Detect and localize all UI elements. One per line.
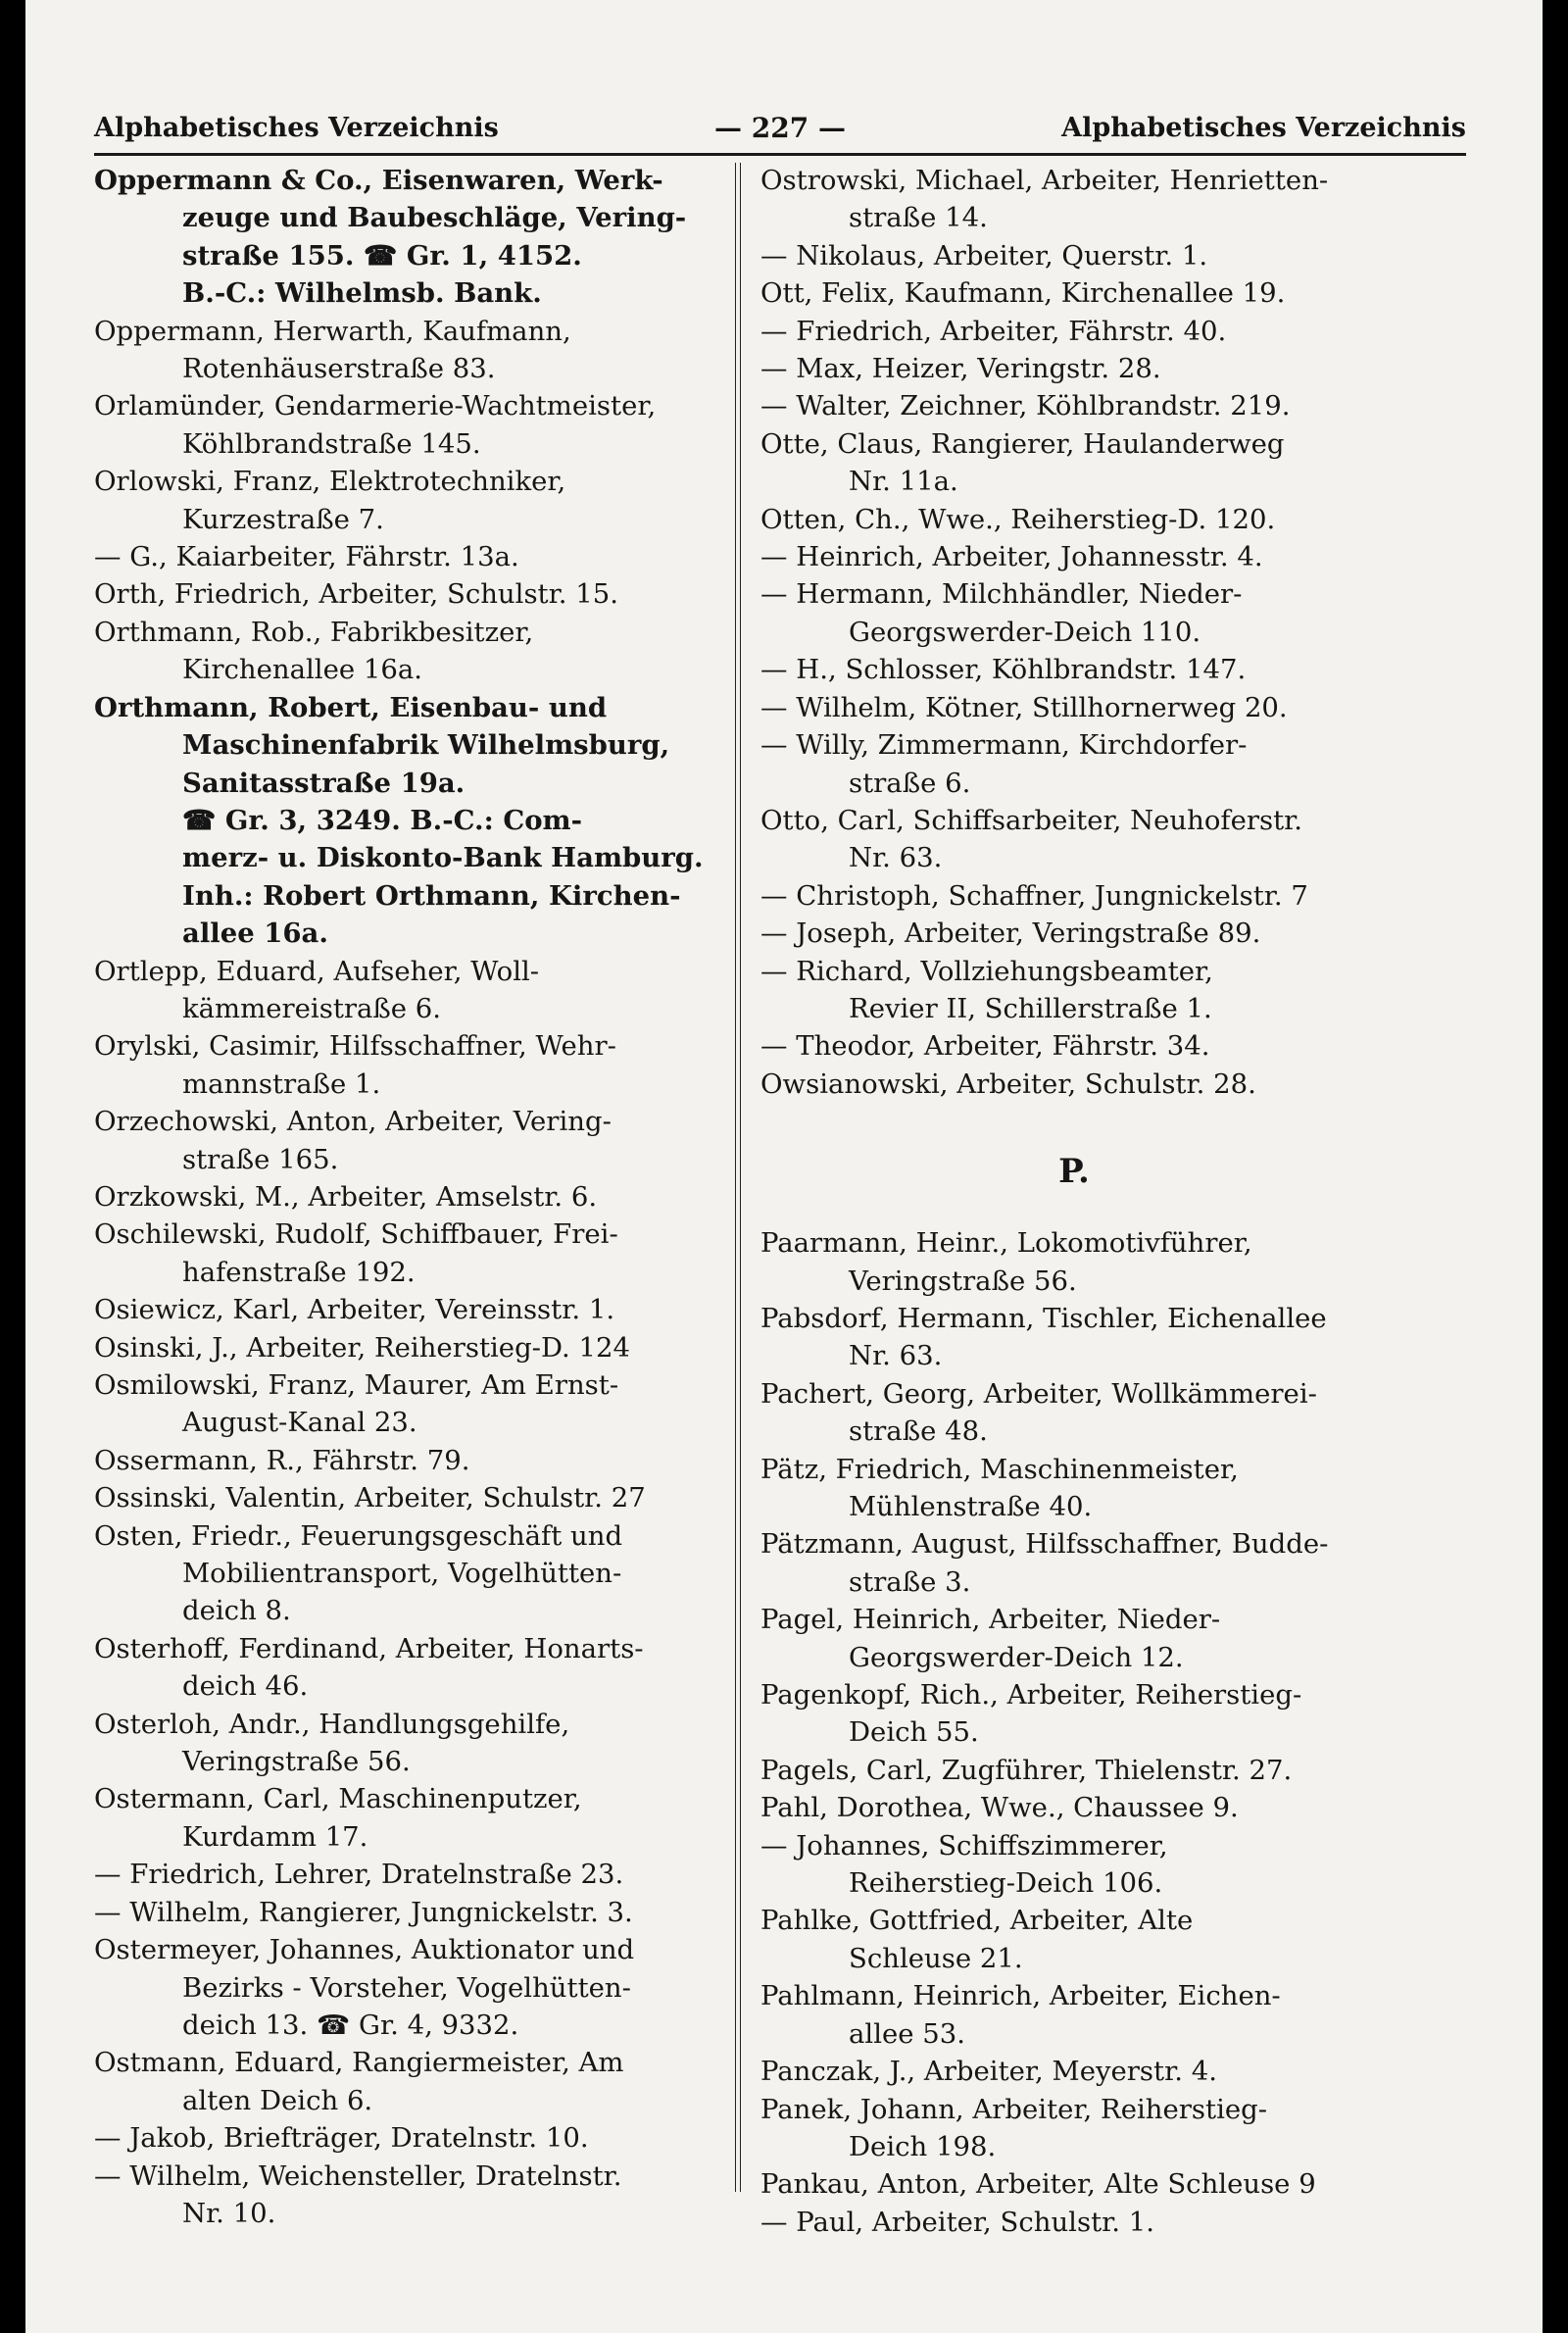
directory-entry: Ostmann, Eduard, Rangiermeister, Am alten Deich 6. xyxy=(94,2047,624,2116)
right-column-p-entries xyxy=(760,1224,1388,2241)
directory-entry: Panczak, J., Arbeiter, Meyerstr. 4. xyxy=(760,2056,1217,2088)
directory-entry: Osten, Friedr., Feuerungsgeschäft und Mobilientransport, Vogelhütten- deich 8. xyxy=(94,1519,623,1627)
directory-entry: — Friedrich, Lehrer, Dratelnstraße 23. xyxy=(94,1859,624,1891)
directory-entry: Oppermann & Co., Eisenwaren, Werk- zeuge und Baubeschläge, Vering- straße 155. ☎ Gr. 1, 4152. B.-C.: Wilhelmsb. Bank. xyxy=(94,165,687,310)
directory-entry: Pätzmann, August, Hilfsschaffner, Budde- straße 3. xyxy=(760,1528,1329,1598)
directory-entry: Otte, Claus, Rangierer, Haulanderweg Nr. 11a. xyxy=(760,427,1285,498)
directory-entry: — Joseph, Arbeiter, Veringstraße 89. xyxy=(760,918,1261,950)
directory-entry: Osinski, J., Arbeiter, Reiherstieg-D. 124 xyxy=(94,1331,631,1364)
directory-entry: Oschilewski, Rudolf, Schiffbauer, Frei- hafenstraße 192. xyxy=(94,1218,618,1288)
directory-entry: — Hermann, Milchhändler, Nieder- Georgswerder-Deich 110. xyxy=(760,578,1243,648)
directory-entry: Ossinski, Valentin, Arbeiter, Schulstr. 27 xyxy=(94,1482,646,1514)
directory-entry: — Paul, Arbeiter, Schulstr. 1. xyxy=(760,2206,1154,2238)
directory-entry: Pätz, Friedrich, Maschinenmeister, Mühlenstraße 40. xyxy=(760,1453,1239,1522)
directory-entry: — Heinrich, Arbeiter, Johannesstr. 4. xyxy=(760,541,1263,573)
directory-entry: — Christoph, Schaffner, Jungnickelstr. 7 xyxy=(760,879,1308,912)
directory-entry: — Wilhelm, Kötner, Stillhornerweg 20. xyxy=(760,691,1288,723)
directory-entry: Ortlepp, Eduard, Aufseher, Woll- kämmereistraße 6. xyxy=(94,955,540,1024)
left-column xyxy=(94,162,721,2232)
right-column xyxy=(760,162,1388,2241)
directory-entry: — Theodor, Arbeiter, Fährstr. 34. xyxy=(760,1030,1210,1063)
directory-entry: Pahl, Dorothea, Wwe., Chaussee 9. xyxy=(760,1792,1239,1824)
directory-entry: Ossermann, R., Fährstr. 79. xyxy=(94,1444,470,1476)
directory-entry: — Walter, Zeichner, Köhlbrandstr. 219. xyxy=(760,390,1291,422)
directory-entry: Ostermeyer, Johannes, Auktionator und Bezirks - Vorsteher, Vogelhütten- deich 13. ☎ Gr. 4, 9332. xyxy=(94,1934,635,2041)
directory-entry: Owsianowski, Arbeiter, Schulstr. 28. xyxy=(760,1067,1256,1100)
directory-entry: Otto, Carl, Schiffsarbeiter, Neuhoferstr. Nr. 63. xyxy=(760,804,1303,874)
directory-entry: Paarmann, Heinr., Lokomotivführer, Veringstraße 56. xyxy=(760,1227,1252,1297)
directory-entry: Orth, Friedrich, Arbeiter, Schulstr. 15. xyxy=(94,578,618,611)
directory-entry: Pahlmann, Heinrich, Arbeiter, Eichen- allee 53. xyxy=(760,1980,1281,2050)
directory-entry: Ostrowski, Michael, Arbeiter, Henrietten- straße 14. xyxy=(760,165,1329,234)
header-right-title: Alphabetisches Verzeichnis xyxy=(1061,112,1466,143)
page-number: — 227 — xyxy=(714,111,846,144)
page-header xyxy=(94,106,1466,149)
header-left-title: Alphabetisches Verzeichnis xyxy=(94,112,499,143)
header-rule xyxy=(94,153,1466,156)
directory-entry: Osiewicz, Karl, Arbeiter, Vereinsstr. 1. xyxy=(94,1294,615,1326)
directory-entry: — Richard, Vollziehungsbeamter, Revier II, Schillerstraße 1. xyxy=(760,955,1213,1024)
directory-entry: — Jakob, Briefträger, Dratelnstr. 10. xyxy=(94,2122,589,2155)
right-column-o-entries xyxy=(760,162,1388,1103)
directory-entry: Pachert, Georg, Arbeiter, Wollkämmerei- straße 48. xyxy=(760,1377,1317,1448)
directory-entry: Otten, Ch., Wwe., Reiherstieg-D. 120. xyxy=(760,503,1276,535)
directory-entry: — H., Schlosser, Köhlbrandstr. 147. xyxy=(760,654,1247,686)
directory-entry: — Johannes, Schiffszimmerer, Reiherstieg-Deich 106. xyxy=(760,1829,1168,1900)
directory-entry: Pagel, Heinrich, Arbeiter, Nieder- Georgswerder-Deich 12. xyxy=(760,1604,1221,1673)
directory-entry: Pahlke, Gottfried, Arbeiter, Alte Schleuse 21. xyxy=(760,1905,1194,1974)
directory-entry: — Max, Heizer, Veringstr. 28. xyxy=(760,353,1161,385)
directory-entry: Osterhoff, Ferdinand, Arbeiter, Honarts- deich 46. xyxy=(94,1632,644,1703)
directory-entry: Orthmann, Rob., Fabrikbesitzer, Kirchenallee 16a. xyxy=(94,616,534,686)
directory-entry: Orthmann, Robert, Eisenbau- und Maschinenfabrik Wilhelmsburg, Sanitasstraße 19a. ☎ Gr. 3, 3249. B.-C.: Com- merz- u. Diskonto-Bank Hamburg. Inh.: Robert Orthmann, Kirchen- allee 16a. xyxy=(94,691,704,950)
directory-entry: Ostermann, Carl, Maschinenputzer, Kurdamm 17. xyxy=(94,1783,582,1853)
directory-entry: — G., Kaiarbeiter, Fährstr. 13a. xyxy=(94,541,519,573)
directory-entry: — Friedrich, Arbeiter, Fährstr. 40. xyxy=(760,315,1227,347)
directory-entry: Pankau, Anton, Arbeiter, Alte Schleuse 9 xyxy=(760,2168,1316,2201)
directory-entry: — Wilhelm, Rangierer, Jungnickelstr. 3. xyxy=(94,1896,633,1928)
directory-entry: Pagenkopf, Rich., Arbeiter, Reiherstieg- Deich 55. xyxy=(760,1679,1302,1749)
directory-entry: Orlamünder, Gendarmerie-Wachtmeister, Köhlbrandstraße 145. xyxy=(94,390,657,460)
directory-entry: Oppermann, Herwarth, Kaufmann, Rotenhäuserstraße 83. xyxy=(94,315,571,385)
directory-entry: — Wilhelm, Weichensteller, Dratelnstr. Nr. 10. xyxy=(94,2159,622,2229)
directory-entry: Orzechowski, Anton, Arbeiter, Vering- straße 165. xyxy=(94,1106,612,1175)
directory-entry: Orlowski, Franz, Elektrotechniker, Kurzestraße 7. xyxy=(94,466,566,535)
directory-entry: Osmilowski, Franz, Maurer, Am Ernst- August-Kanal 23. xyxy=(94,1369,619,1439)
directory-entry: Ott, Felix, Kaufmann, Kirchenallee 19. xyxy=(760,277,1286,310)
section-letter-heading: P. xyxy=(1058,1152,1090,1192)
directory-entry: Orylski, Casimir, Hilfsschaffner, Wehr- mannstraße 1. xyxy=(94,1030,616,1100)
directory-entry: Orzkowski, M., Arbeiter, Amselstr. 6. xyxy=(94,1180,598,1213)
directory-entry: Osterloh, Andr., Handlungsgehilfe, Veringstraße 56. xyxy=(94,1708,570,1778)
directory-entry: Panek, Johann, Arbeiter, Reiherstieg- Deich 198. xyxy=(760,2093,1268,2162)
column-divider xyxy=(735,163,741,2192)
directory-entry: Pabsdorf, Hermann, Tischler, Eichenallee Nr. 63. xyxy=(760,1302,1327,1372)
directory-entry: Pagels, Carl, Zugführer, Thielenstr. 27. xyxy=(760,1754,1293,1786)
directory-page xyxy=(25,0,1543,2333)
directory-entry: — Nikolaus, Arbeiter, Querstr. 1. xyxy=(760,239,1208,272)
directory-entry: — Willy, Zimmermann, Kirchdorfer- straße 6. xyxy=(760,729,1248,799)
